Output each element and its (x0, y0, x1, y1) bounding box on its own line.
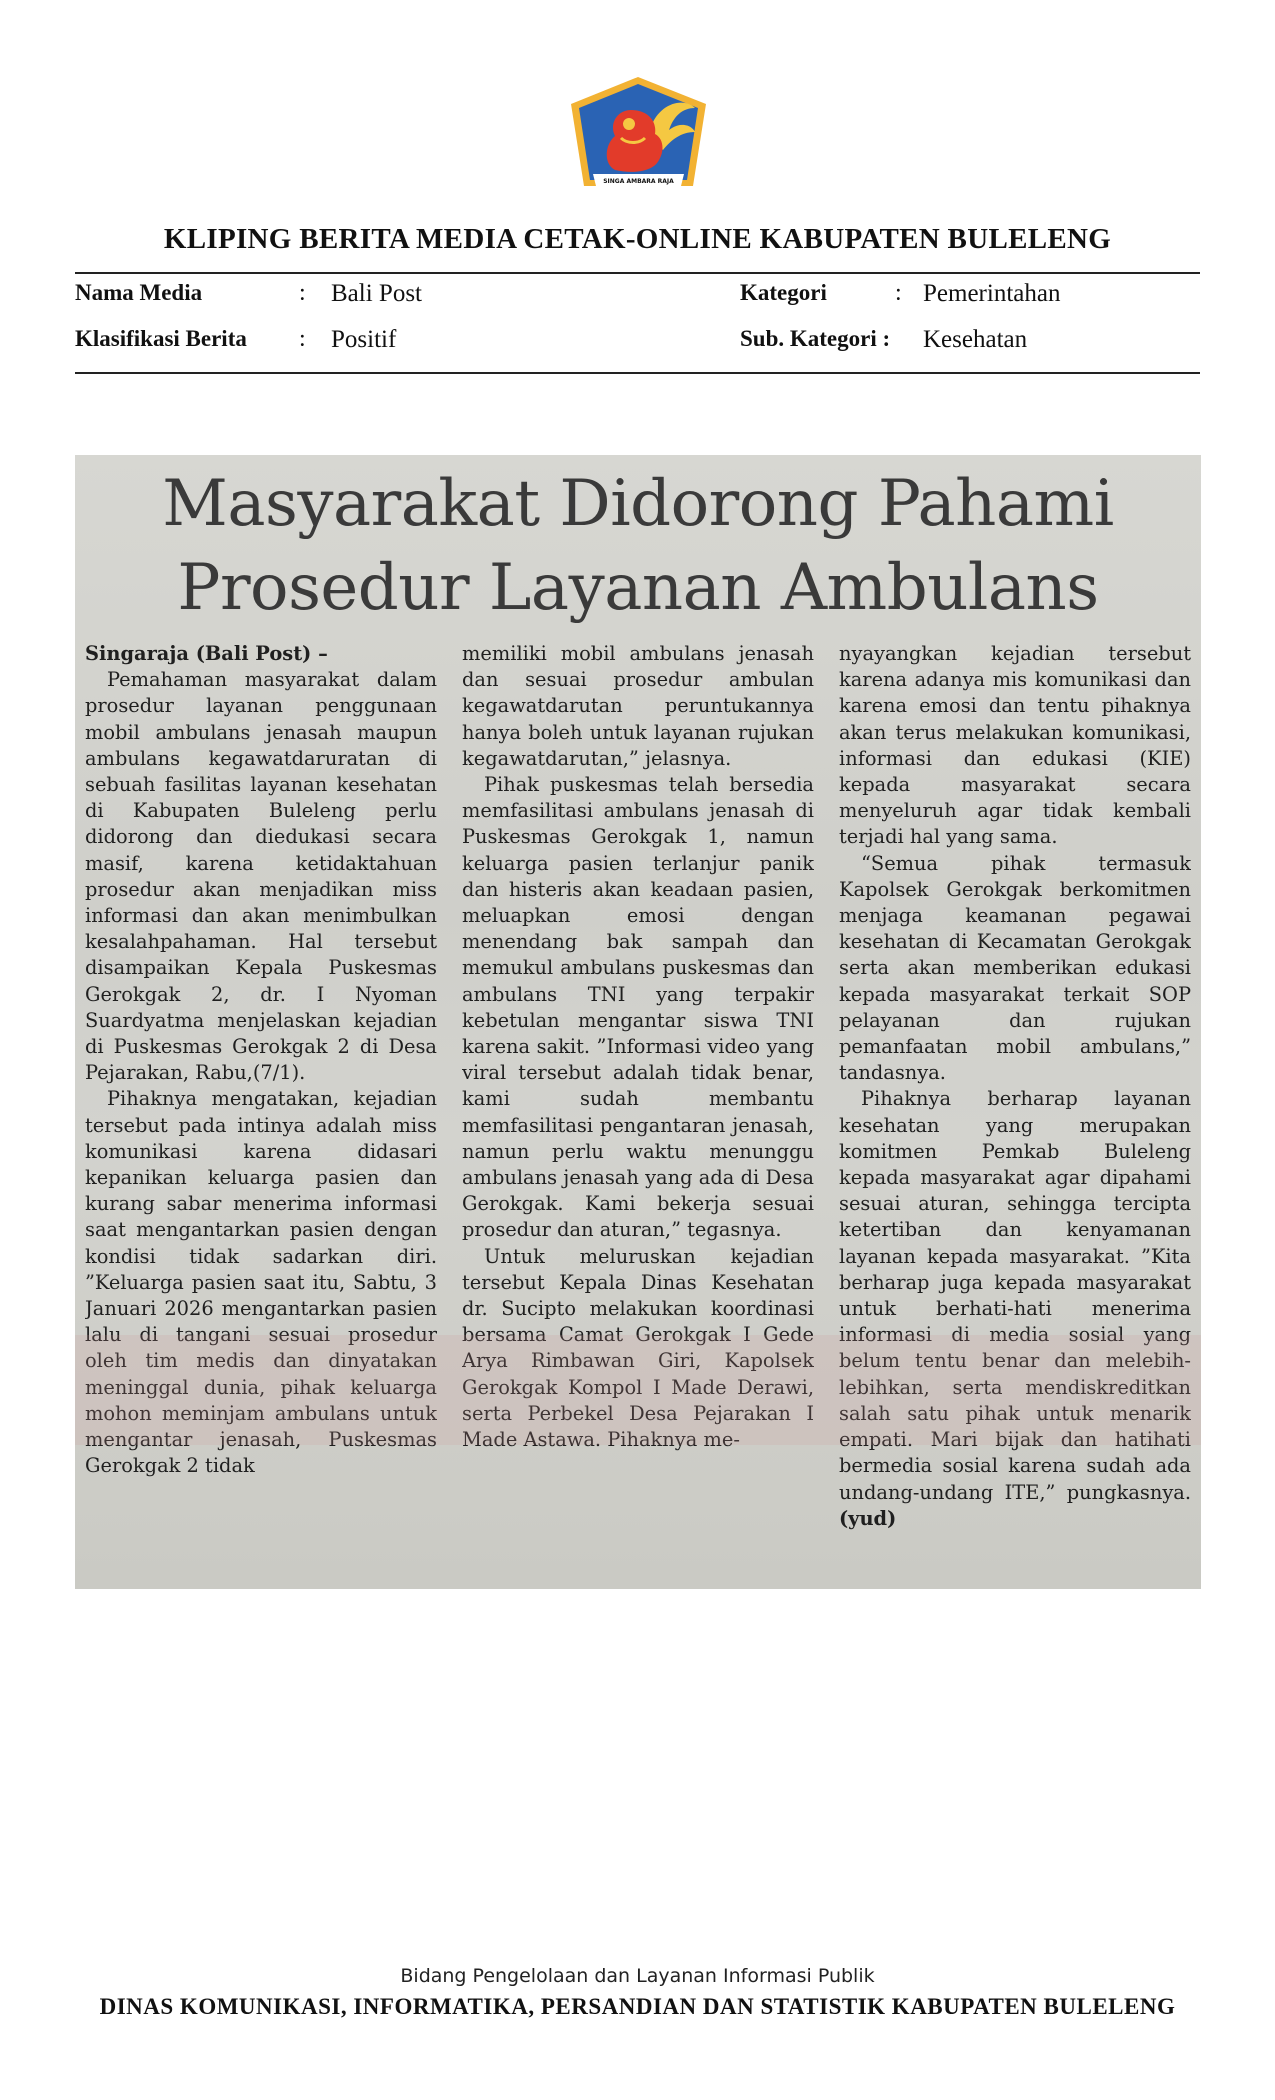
media-name-colon: : (299, 280, 306, 306)
classification-label: Klasifikasi Berita (75, 326, 247, 351)
article-closing-text: Pihaknya berharap layanan kesehatan yang merupakan komitmen Pemkab Buleleng kepada masyarakat agar dipahami sesuai aturan, sehingga tercipta ketertiban dan kenyamanan layanan kepada masyarakat. ”Kita berharap juga kepada masyarakat untuk berhati-hati menerima informasi di media sosial yang belum tentu benar dan melebih-lebihkan, serta mendiskreditkan salah satu pihak untuk menarik empati. Mari bijak dan hatihati bermedia sosial karena sudah ada undang-undang ITE,” pungkasnya. (839, 1087, 1191, 1504)
meta-row-classification (75, 326, 1200, 360)
headline-line-1: Masyarakat Didorong Pahami (162, 467, 1114, 541)
subcategory-value: Kesehatan (923, 326, 1028, 353)
category-colon: : (895, 280, 902, 306)
headline-line-2: Prosedur Layanan Ambulans (177, 551, 1099, 625)
article-column-2 (462, 641, 814, 1581)
classification-value: Positif (331, 326, 397, 353)
singa-ambara-raja-emblem-icon (563, 74, 714, 202)
article-paragraph: nyayangkan kejadian tersebut karena adanya mis komunikasi dan karena emosi dan tentu pihaknya akan terus melakukan komunikasi, informasi dan edukasi (KIE) kepada masyarakat secara menyeluruh agar tidak kembali terjadi hal yang sama. (839, 642, 1191, 849)
media-name-value: Bali Post (331, 280, 422, 307)
article-paragraph: Pihaknya mengatakan, kejadian tersebut pada intinya adalah miss komunikasi karena didasari kepanikan keluarga pasien dan kurang sabar menerima informasi saat mengantarkan pasien dengan kondisi tidak sadarkan diri. ”Keluarga pasien saat itu, Sabtu, 3 Januari 2026 mengantarkan pasien lalu di tangani sesuai prosedur oleh tim medis dan dinyatakan meninggal dunia, pihak keluarga mohon meminjam ambulans untuk mengantar jenasah, Puskesmas Gerokgak 2 tidak (85, 1087, 437, 1478)
article-column-3 (839, 641, 1191, 1581)
emblem-shield-graphic (563, 74, 714, 202)
author-signature: (yud) (839, 1506, 897, 1530)
article-paragraph: Pihak puskesmas telah bersedia memfasilitasi ambulans jenasah di Puskesmas Gerokgak 1, namun keluarga pasien terlanjur panik dan histeris akan keadaan pasien, meluapkan emosi dengan menendang bak sampah dan memukul ambulans puskesmas dan ambulans TNI yang terpakir kebetulan mengantar siswa TNI karena sakit. ”Informasi video yang viral tersebut adalah tidak benar, kami sudah membantu memfasilitasi pengantaran jenasah, namun perlu waktu menunggu ambulans jenasah yang ada di Desa Gerokgak. Kami bekerja sesuai prosedur dan aturan,” tegasnya. (462, 773, 814, 1242)
article-paragraph: “Semua pihak termasuk Kapolsek Gerokgak berkomitmen menjaga keamanan pegawai kesehatan di Kecamatan Gerokgak serta akan memberikan edukasi kepada masyarakat terkait SOP pelayanan dan rujukan pemanfaatan mobil ambulans,” tandasnya. (839, 851, 1191, 1085)
article-column-1 (85, 641, 437, 1581)
newspaper-clipping (75, 455, 1201, 1589)
emblem-motto-text: SINGA AMBARA RAJA (603, 178, 674, 185)
category-value: Pemerintahan (923, 280, 1061, 307)
category-label: Kategori (740, 280, 827, 305)
article-paragraph (839, 1086, 1191, 1531)
article-paragraph: memiliki mobil ambulans jenasah dan sesuai prosedur ambulan kegawatdarutan peruntukannya hanya boleh untuk layanan rujukan kegawatdarutan,” jelasnya. (462, 642, 814, 770)
article-paragraph: Pemahaman masyarakat dalam prosedur layanan penggunaan mobil ambulans jenasah maupun ambulans kegawatdaruratan di sebuah fasilitas layanan kesehatan di Kabupaten Buleleng perlu didorong dan diedukasi secara masif, karena ketidaktahuan prosedur akan menjadikan miss informasi dan akan menimbulkan kesalahpahaman. Hal tersebut disampaikan Kepala Puskesmas Gerokgak 2, dr. I Nyoman Suardyatma menjelaskan kejadian di Puskesmas Gerokgak 2 di Desa Pejarakan, Rabu,(7/1). (85, 668, 437, 1085)
page-title: KLIPING BERITA MEDIA CETAK-ONLINE KABUPATEN BULELENG (163, 223, 1112, 255)
footer-agency: DINAS KOMUNIKASI, INFORMATIKA, PERSANDIAN DAN STATISTIK KABUPATEN BULELENG (99, 1994, 1176, 2019)
subcategory-label: Sub. Kategori : (740, 326, 891, 351)
footer-department: Bidang Pengelolaan dan Layanan Informasi Publik (400, 1965, 875, 1987)
header-top-divider (75, 272, 1200, 274)
meta-row-media (75, 280, 1200, 314)
classification-colon: : (299, 326, 306, 352)
article-dateline: Singaraja (Bali Post) – (85, 642, 328, 665)
media-name-label: Nama Media (75, 280, 203, 305)
article-paragraph: Untuk meluruskan kejadian tersebut Kepala Dinas Kesehatan dr. Sucipto melakukan koordinasi bersama Camat Gerokgak I Gede Arya Rimbawan Giri, Kapolsek Gerokgak Kompol I Made Derawi, serta Perbekel Desa Pejarakan I Made Astawa. Pihaknya me- (462, 1244, 814, 1452)
header-bottom-divider (75, 372, 1200, 374)
